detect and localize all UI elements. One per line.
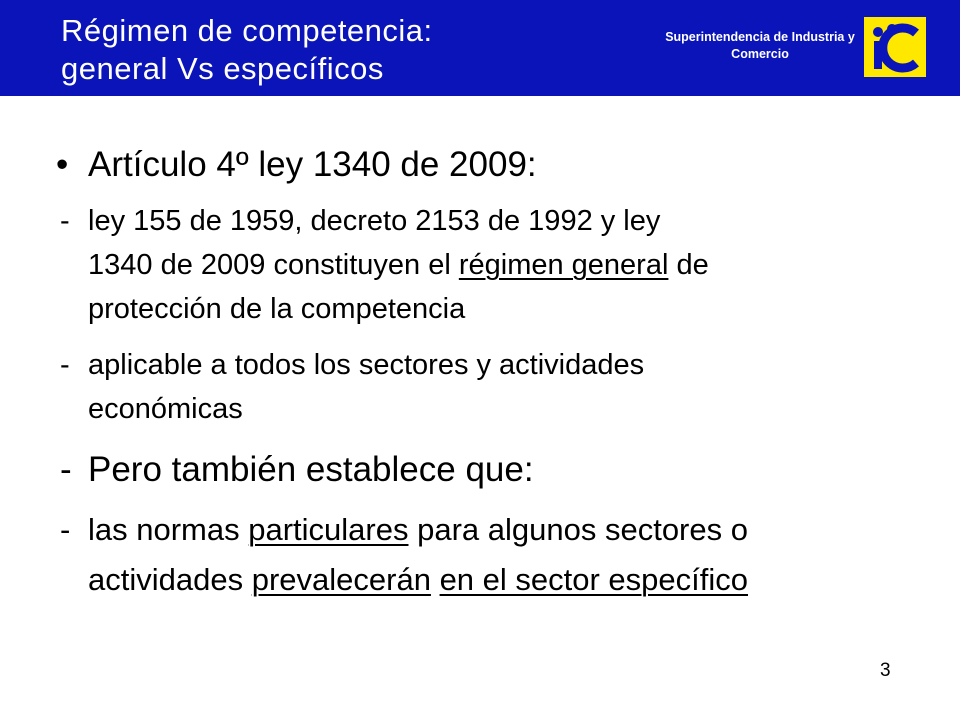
heading: Artículo 4º ley 1340 de 2009: — [88, 145, 537, 184]
dash-4: - — [60, 512, 71, 547]
item4-line1-pre: las normas — [88, 512, 249, 547]
sector-especifico-text: en el sector específico — [439, 562, 749, 597]
prevaleceran-text: prevalecerán — [251, 562, 431, 597]
item4-line2-mid — [431, 562, 440, 597]
regimen-general-text: régimen general — [458, 249, 669, 281]
item4-line1-post: para algunos sectores o — [408, 512, 748, 547]
dash-3: - — [60, 450, 72, 489]
dash-2: - — [60, 349, 70, 381]
page-number: 3 — [880, 660, 891, 681]
dash-1: - — [60, 205, 70, 237]
item2-line2: económicas — [88, 393, 243, 425]
heading-bullet: • — [56, 145, 69, 184]
item4-line1 — [88, 512, 748, 548]
item1-line1: ley 155 de 1959, decreto 2153 de 1992 y ley — [88, 205, 661, 237]
item3-line1: Pero también establece que: — [88, 450, 534, 489]
item2-line1: aplicable a todos los sectores y actividades — [88, 349, 645, 381]
item4-line2-pre: actividades — [88, 562, 252, 597]
item1-line2-pre: 1340 de 2009 constituyen el — [88, 249, 459, 281]
title-line-2: general Vs específicos — [61, 51, 384, 86]
item1-line2-post: de — [668, 249, 709, 281]
item1-line3: protección de la competencia — [88, 293, 466, 325]
item4-line2 — [88, 562, 748, 598]
org-line-2: Comercio — [731, 47, 789, 61]
title-line-1: Régimen de competencia: — [61, 13, 433, 48]
particulares-text: particulares — [248, 512, 409, 547]
item1-line2 — [88, 249, 709, 282]
org-line-1: Superintendencia de Industria y — [665, 30, 855, 44]
